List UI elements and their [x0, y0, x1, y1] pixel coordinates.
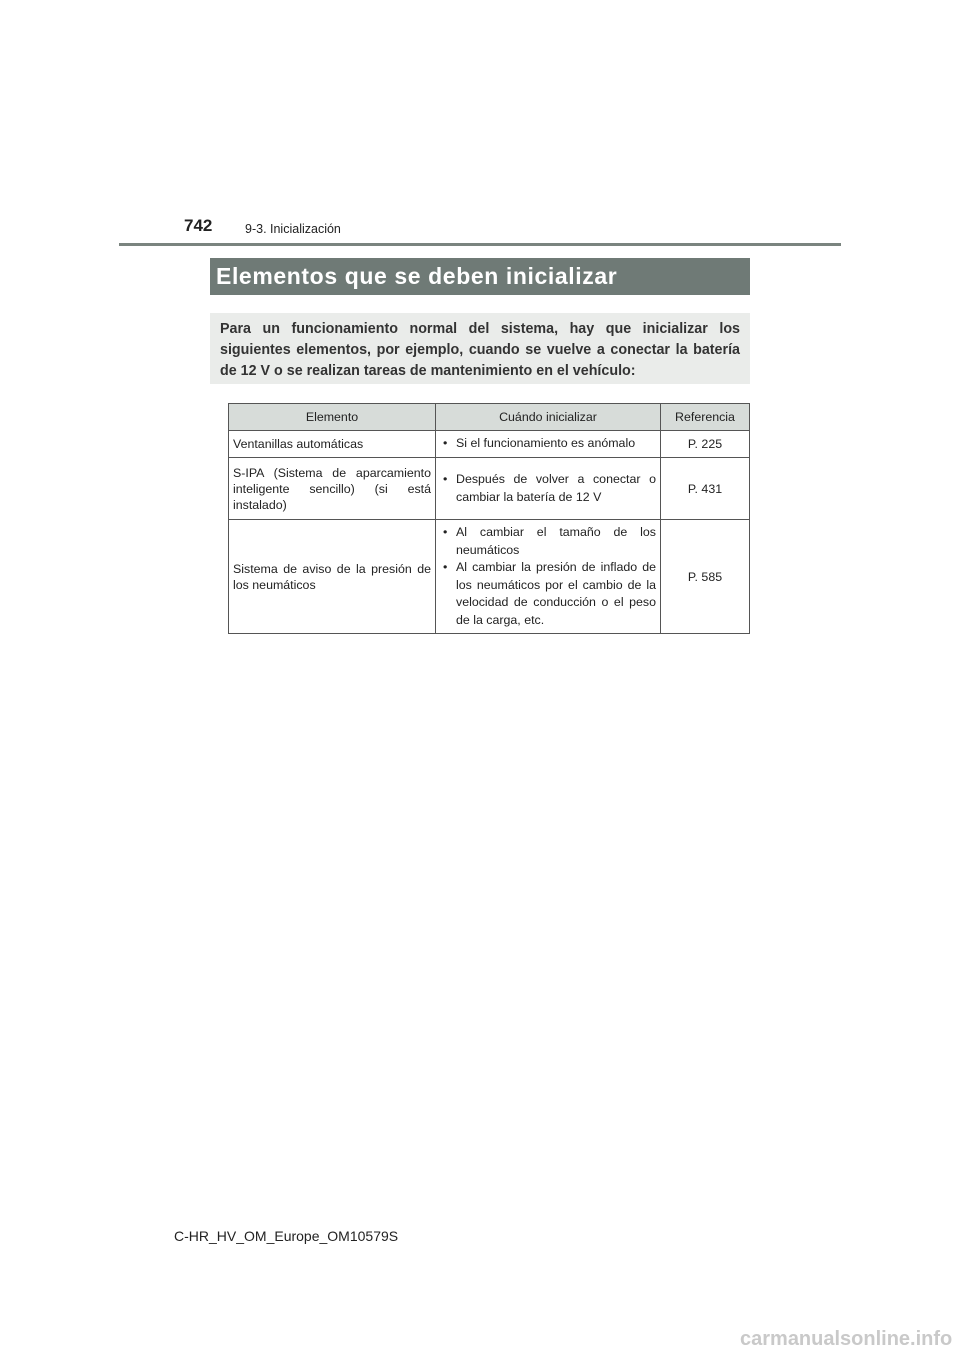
table-row	[229, 520, 750, 634]
section-title: Elementos que se deben inicializar	[216, 263, 618, 289]
section-title-bar	[210, 258, 750, 295]
document-code: C-HR_HV_OM_Europe_OM10579S	[174, 1228, 399, 1244]
section-label: 9-3. Inicialización	[245, 222, 341, 236]
element-cell: Sistema de aviso de la presión de los neumáticos	[229, 520, 436, 634]
table-row	[229, 431, 750, 458]
condition-item: • Después de volver a conectar o cambiar la batería de 12 V	[440, 471, 656, 506]
page-number: 742	[184, 216, 213, 235]
when-cell	[436, 431, 661, 458]
column-header-reference: Referencia	[661, 404, 750, 431]
element-cell: S-IPA (Sistema de aparcamiento inteligente sencillo) (si está instalado)	[229, 458, 436, 520]
reference-cell: P. 225	[661, 431, 750, 458]
reference-cell: P. 431	[661, 458, 750, 520]
header-rule	[119, 243, 841, 246]
watermark: carmanualsonline.info	[740, 1328, 953, 1350]
table-row	[229, 458, 750, 520]
condition-item: • Si el funcionamiento es anómalo	[440, 435, 656, 453]
when-cell	[436, 520, 661, 634]
intro-text: Para un funcionamiento normal del sistema, hay que inicializar los siguientes elementos, por ejemplo, cuando se vuelve a conectar la batería de 12 V o se realizan tareas de mantenimiento en el vehículo:	[220, 321, 740, 379]
intro-box	[210, 313, 750, 384]
initialization-table	[228, 403, 750, 634]
condition-item: • Al cambiar la presión de inflado de los neumáticos por el cambio de la velocidad de conducción o el peso de la carga, etc.	[440, 559, 656, 629]
condition-item: • Al cambiar el tamaño de los neumáticos	[440, 524, 656, 559]
when-cell	[436, 458, 661, 520]
table-header-row	[229, 404, 750, 431]
column-header-element: Elemento	[229, 404, 436, 431]
reference-cell: P. 585	[661, 520, 750, 634]
element-cell: Ventanillas automáticas	[229, 431, 436, 458]
column-header-when: Cuándo inicializar	[436, 404, 661, 431]
